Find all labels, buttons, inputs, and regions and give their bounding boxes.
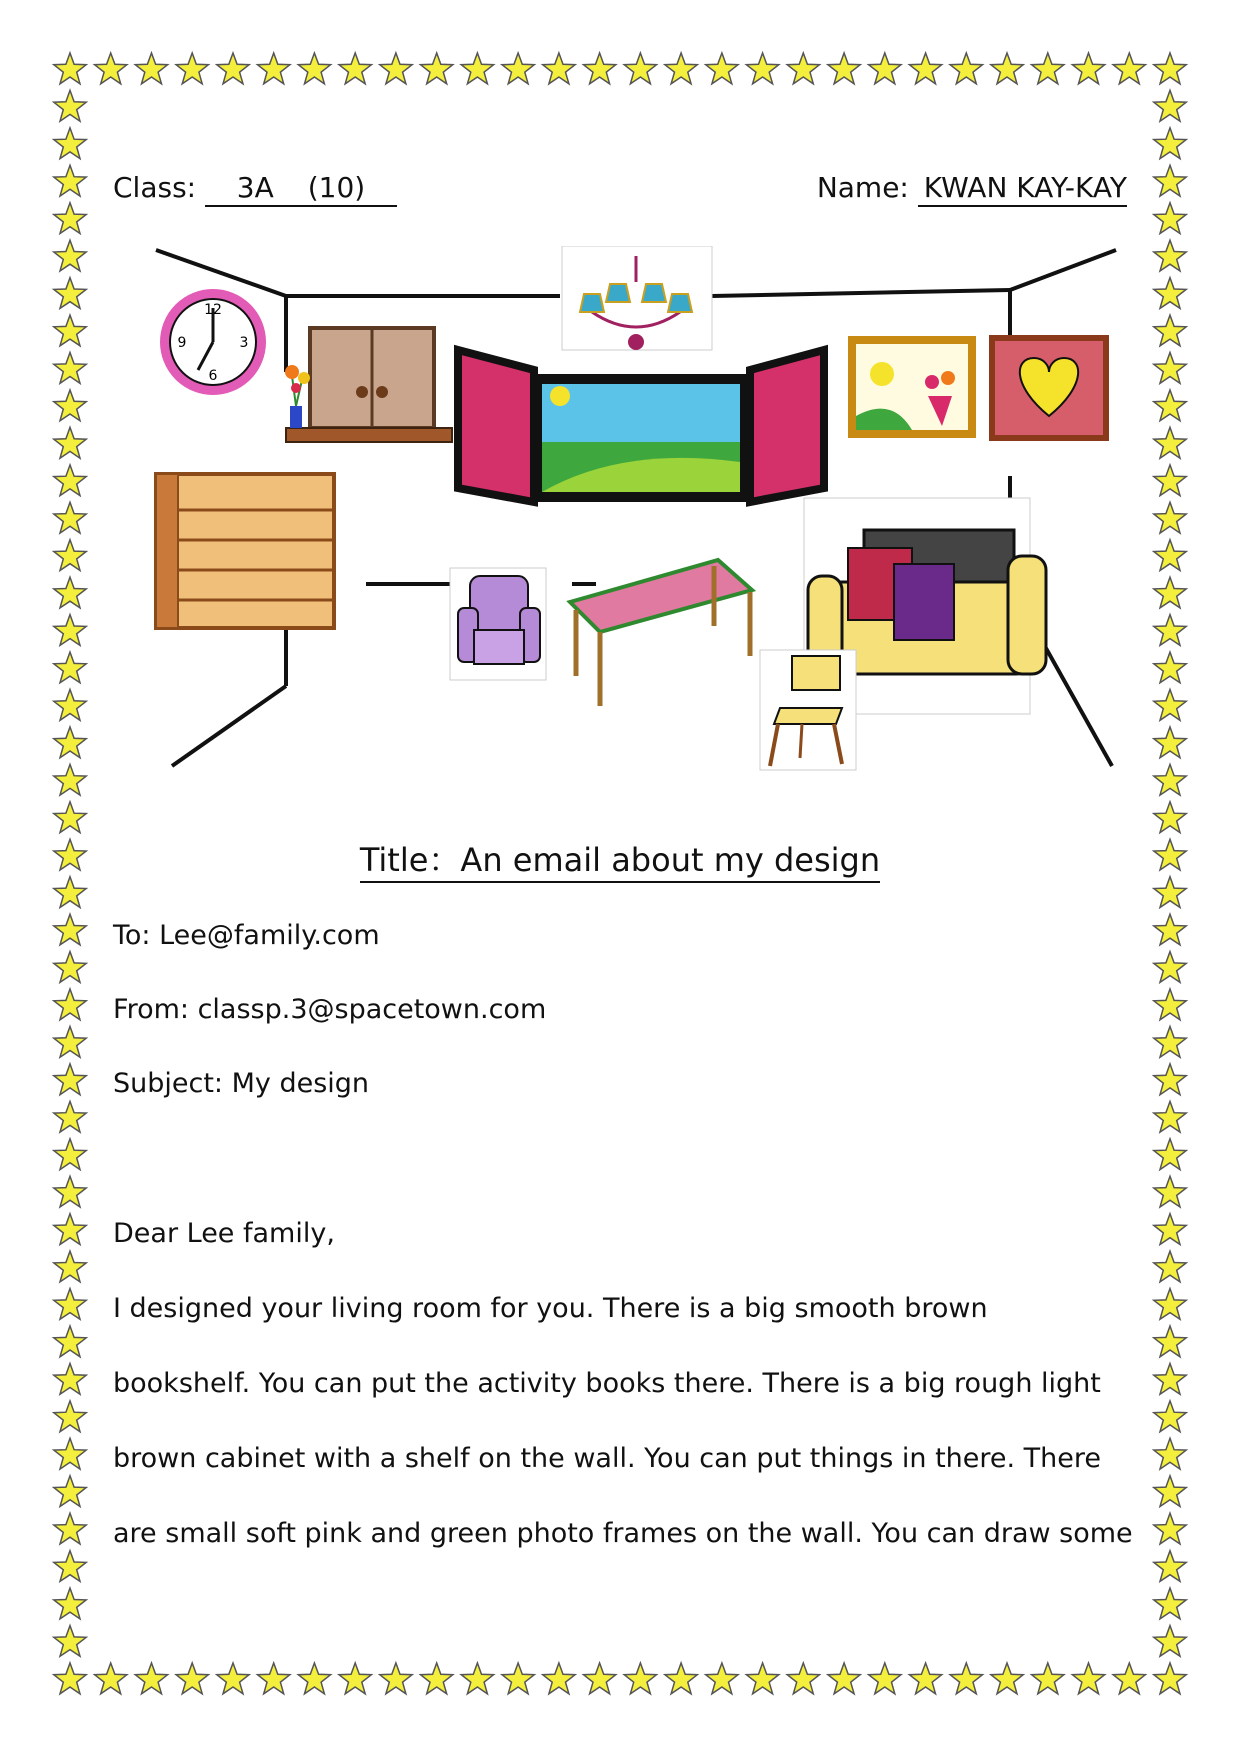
- star-icon: [95, 1663, 127, 1694]
- star-icon: [828, 1663, 860, 1694]
- letter-line: brown cabinet with a shelf on the wall. You can put things in there. There: [113, 1443, 1101, 1474]
- star-icon: [54, 1139, 86, 1170]
- armchair: [450, 568, 546, 680]
- star-icon: [54, 390, 86, 421]
- star-icon: [380, 1663, 412, 1694]
- star-icon: [54, 278, 86, 309]
- star-icon: [339, 1663, 371, 1694]
- star-icon: [584, 53, 616, 84]
- star-icon: [54, 577, 86, 608]
- star-icon: [54, 1176, 86, 1207]
- star-icon: [54, 1663, 86, 1694]
- letter-line: are small soft pink and green photo frames on the wall. You can draw some: [113, 1518, 1133, 1549]
- star-icon: [54, 53, 86, 84]
- star-icon: [1154, 727, 1186, 758]
- star-icon: [543, 53, 575, 84]
- star-icon: [1154, 1588, 1186, 1619]
- star-icon: [1154, 1401, 1186, 1432]
- star-icon: [54, 690, 86, 721]
- star-icon: [421, 1663, 453, 1694]
- star-icon: [1154, 53, 1186, 84]
- star-icon: [1154, 577, 1186, 608]
- star-icon: [1154, 1176, 1186, 1207]
- star-icon: [54, 1064, 86, 1095]
- star-icon: [176, 53, 208, 84]
- star-icon: [54, 952, 86, 983]
- star-icon: [54, 203, 86, 234]
- star-icon: [1154, 1364, 1186, 1395]
- star-icon: [1154, 1476, 1186, 1507]
- page-title-row: [0, 838, 1240, 882]
- clock-icon: [165, 294, 261, 390]
- star-icon: [54, 764, 86, 795]
- living-room-drawing: [152, 246, 1120, 786]
- star-icon: [1154, 315, 1186, 346]
- star-icon: [339, 53, 371, 84]
- star-icon: [1154, 1064, 1186, 1095]
- star-icon: [1154, 615, 1186, 646]
- star-icon: [787, 1663, 819, 1694]
- star-icon: [1113, 1663, 1145, 1694]
- star-icon: [1154, 1251, 1186, 1282]
- star-icon: [54, 914, 86, 945]
- star-icon: [1154, 465, 1186, 496]
- clock-number: 9: [177, 335, 187, 351]
- star-icon: [1154, 1027, 1186, 1058]
- star-icon: [502, 1663, 534, 1694]
- star-icon: [1154, 1139, 1186, 1170]
- star-icon: [706, 53, 738, 84]
- star-icon: [54, 989, 86, 1020]
- star-icon: [54, 1401, 86, 1432]
- class-row: [113, 168, 397, 208]
- star-icon: [1154, 278, 1186, 309]
- clock-number: 3: [239, 335, 249, 351]
- letter-line: bookshelf. You can put the activity books there. There is a big rough light: [113, 1368, 1101, 1399]
- star-icon: [624, 53, 656, 84]
- star-icon: [380, 53, 412, 84]
- star-icon: [217, 1663, 249, 1694]
- star-icon: [421, 53, 453, 84]
- star-icon: [298, 53, 330, 84]
- star-icon: [54, 1326, 86, 1357]
- star-icon: [1154, 952, 1186, 983]
- star-icon: [54, 1551, 86, 1582]
- star-icon: [54, 615, 86, 646]
- star-icon: [1072, 1663, 1104, 1694]
- name-label: Name:: [816, 171, 909, 204]
- star-icon: [706, 1663, 738, 1694]
- star-icon: [665, 53, 697, 84]
- star-icon: [1154, 1326, 1186, 1357]
- class-value: 3A: [236, 171, 274, 204]
- star-icon: [1154, 690, 1186, 721]
- class-field: [205, 171, 397, 207]
- star-icon: [1154, 764, 1186, 795]
- star-icon: [991, 53, 1023, 84]
- letter-greeting: Dear Lee family,: [113, 1218, 335, 1249]
- star-icon: [54, 652, 86, 683]
- star-icon: [54, 802, 86, 833]
- chandelier-icon: [562, 246, 712, 350]
- star-icon: [909, 53, 941, 84]
- star-icon: [135, 1663, 167, 1694]
- star-icon: [54, 315, 86, 346]
- star-icon: [1154, 914, 1186, 945]
- star-icon: [950, 1663, 982, 1694]
- star-icon: [991, 1663, 1023, 1694]
- star-icon: [1154, 989, 1186, 1020]
- star-icon: [54, 1513, 86, 1544]
- page-title: Title：An email about my design: [360, 841, 880, 883]
- star-icon: [1154, 203, 1186, 234]
- star-icon: [54, 1214, 86, 1245]
- star-icon: [1154, 427, 1186, 458]
- name-value: KWAN KAY-KAY: [918, 171, 1127, 207]
- star-icon: [909, 1663, 941, 1694]
- star-icon: [54, 540, 86, 571]
- star-icon: [1154, 1289, 1186, 1320]
- star-icon: [54, 1289, 86, 1320]
- star-icon: [1154, 90, 1186, 121]
- star-icon: [1154, 128, 1186, 159]
- star-icon: [217, 53, 249, 84]
- star-icon: [298, 1663, 330, 1694]
- star-icon: [624, 1663, 656, 1694]
- star-icon: [869, 53, 901, 84]
- star-icon: [54, 465, 86, 496]
- star-icon: [54, 240, 86, 271]
- star-icon: [1154, 165, 1186, 196]
- star-icon: [54, 1101, 86, 1132]
- clock-number: 12: [204, 302, 222, 318]
- star-icon: [135, 53, 167, 84]
- chair: [760, 650, 856, 770]
- star-icon: [543, 1663, 575, 1694]
- star-icon: [54, 1251, 86, 1282]
- star-icon: [176, 1663, 208, 1694]
- star-icon: [54, 727, 86, 758]
- clock-number: 6: [208, 368, 218, 384]
- star-icon: [1032, 53, 1064, 84]
- star-icon: [828, 53, 860, 84]
- star-icon: [1154, 353, 1186, 384]
- star-icon: [461, 1663, 493, 1694]
- star-icon: [1154, 502, 1186, 533]
- star-icon: [54, 1476, 86, 1507]
- star-icon: [54, 1027, 86, 1058]
- star-icon: [1072, 53, 1104, 84]
- star-icon: [665, 1663, 697, 1694]
- star-icon: [1154, 540, 1186, 571]
- class-number: (10): [307, 171, 366, 204]
- star-icon: [461, 53, 493, 84]
- email-from: From: classp.3@spacetown.com: [113, 994, 547, 1025]
- star-icon: [1032, 1663, 1064, 1694]
- star-icon: [54, 1438, 86, 1469]
- star-icon: [1154, 1438, 1186, 1469]
- star-icon: [54, 353, 86, 384]
- star-icon: [54, 1588, 86, 1619]
- star-icon: [54, 502, 86, 533]
- star-icon: [258, 1663, 290, 1694]
- star-icon: [1154, 240, 1186, 271]
- email-to: To: Lee@family.com: [113, 920, 380, 951]
- star-icon: [584, 1663, 616, 1694]
- heart-frame-icon: [992, 338, 1106, 438]
- star-icon: [95, 53, 127, 84]
- photo-frame-flowers: [852, 340, 972, 434]
- star-icon: [1154, 1551, 1186, 1582]
- star-icon: [258, 53, 290, 84]
- star-icon: [54, 1364, 86, 1395]
- bookshelf: [156, 474, 334, 628]
- star-icon: [1113, 53, 1145, 84]
- wall-cabinet: [286, 328, 452, 442]
- star-icon: [787, 53, 819, 84]
- star-icon: [1154, 1101, 1186, 1132]
- star-icon: [54, 90, 86, 121]
- class-label: Class:: [113, 171, 197, 204]
- star-icon: [1154, 1626, 1186, 1657]
- star-icon: [502, 53, 534, 84]
- star-icon: [869, 1663, 901, 1694]
- name-row: [817, 168, 1127, 208]
- star-icon: [54, 128, 86, 159]
- star-icon: [54, 165, 86, 196]
- star-icon: [1154, 1214, 1186, 1245]
- star-icon: [746, 53, 778, 84]
- star-icon: [54, 427, 86, 458]
- star-icon: [950, 53, 982, 84]
- star-icon: [746, 1663, 778, 1694]
- star-icon: [1154, 1513, 1186, 1544]
- star-icon: [1154, 652, 1186, 683]
- star-icon: [1154, 1663, 1186, 1694]
- star-icon: [1154, 390, 1186, 421]
- star-icon: [1154, 802, 1186, 833]
- star-icon: [54, 1626, 86, 1657]
- email-subject: Subject: My design: [113, 1068, 370, 1099]
- letter-line: I designed your living room for you. There is a big smooth brown: [113, 1293, 988, 1324]
